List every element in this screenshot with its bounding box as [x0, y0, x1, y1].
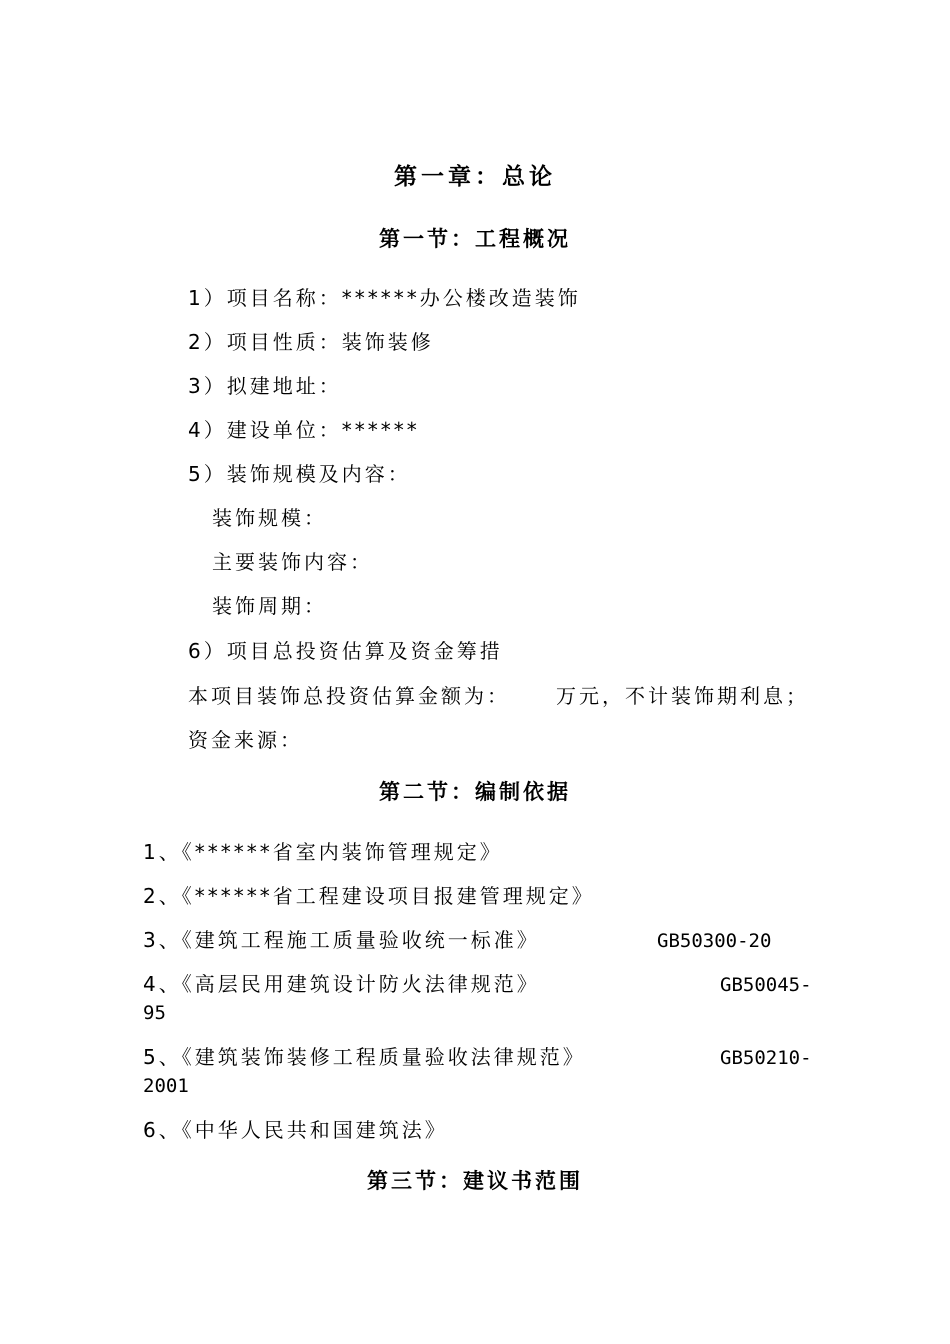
- section2-title: 第二节：编制依据: [379, 780, 571, 804]
- sub-main-content: 主要装饰内容：: [212, 550, 373, 574]
- reference-1: 1、《******省室内装饰管理规定》: [143, 840, 503, 864]
- investment-amount-unit: 万元，不计装饰期利息；: [556, 684, 809, 708]
- reference-5: 5、《建筑装饰装修工程质量验收法律规范》: [143, 1045, 586, 1069]
- item-investment: 6）项目总投资估算及资金筹措: [188, 639, 503, 663]
- section1-title: 第一节：工程概况: [379, 227, 571, 251]
- reference-5-code: GB50210-: [720, 1047, 812, 1069]
- item-project-nature: 2）项目性质：装饰装修: [188, 330, 434, 354]
- reference-5-code-cont: 2001: [143, 1075, 189, 1097]
- item-project-name: 1）项目名称：******办公楼改造装饰: [188, 286, 581, 310]
- chapter-title: 第一章：总论: [394, 164, 556, 190]
- section3-title: 第三节：建议书范围: [367, 1169, 583, 1193]
- sub-scale: 装饰规模：: [212, 506, 327, 530]
- reference-3: 3、《建筑工程施工质量验收统一标准》: [143, 928, 540, 952]
- item-developer: 4）建设单位：******: [188, 418, 420, 442]
- investment-amount-label: 本项目装饰总投资估算金额为：: [188, 684, 510, 708]
- item-scale-content: 5）装饰规模及内容：: [188, 462, 411, 486]
- reference-2: 2、《******省工程建设项目报建管理规定》: [143, 884, 595, 908]
- reference-3-code: GB50300-20: [657, 930, 772, 952]
- reference-4-code-cont: 95: [143, 1002, 166, 1024]
- funds-source: 资金来源：: [188, 728, 303, 752]
- reference-4: 4、《高层民用建筑设计防火法律规范》: [143, 972, 540, 996]
- item-site-address: 3）拟建地址：: [188, 374, 342, 398]
- reference-4-code: GB50045-: [720, 974, 812, 996]
- sub-period: 装饰周期：: [212, 594, 327, 618]
- reference-6: 6、《中华人民共和国建筑法》: [143, 1118, 448, 1142]
